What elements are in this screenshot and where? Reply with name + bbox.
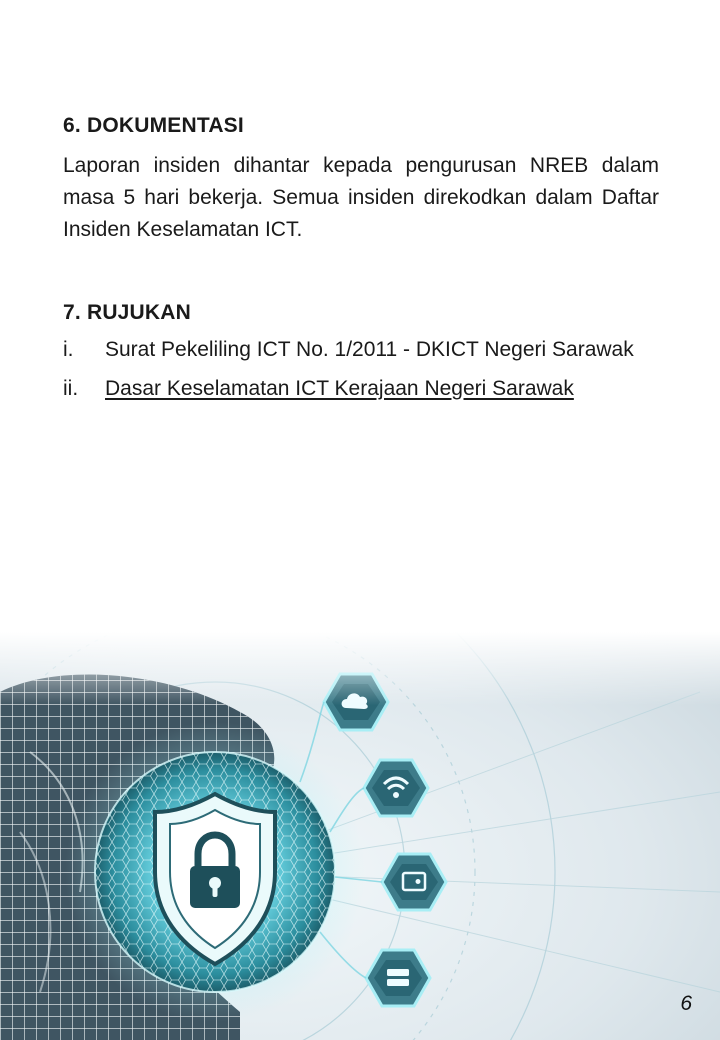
section-7-heading: 7. RUJUKAN (63, 301, 192, 324)
cybersecurity-illustration (0, 632, 720, 1040)
section-6-heading: 6. DOKUMENTASI (63, 114, 244, 137)
page-number: 6 (680, 992, 692, 1015)
reference-link[interactable]: Dasar Keselamatan ICT Kerajaan Negeri Sarawak (105, 377, 574, 400)
reference-number: i. (63, 338, 74, 361)
reference-item (63, 374, 659, 403)
section-6-paragraph: Laporan insiden dihantar kepada pengurusan NREB dalam masa 5 hari bekerja. Semua insiden direkodkan dalam Daftar Insiden Keselamatan ICT. (63, 154, 659, 241)
reference-text: Surat Pekeliling ICT No. 1/2011 - DKICT Negeri Sarawak (105, 338, 634, 361)
page-content (63, 112, 659, 413)
reference-list (63, 335, 659, 403)
reference-number: ii. (63, 377, 79, 400)
reference-item (63, 335, 659, 364)
